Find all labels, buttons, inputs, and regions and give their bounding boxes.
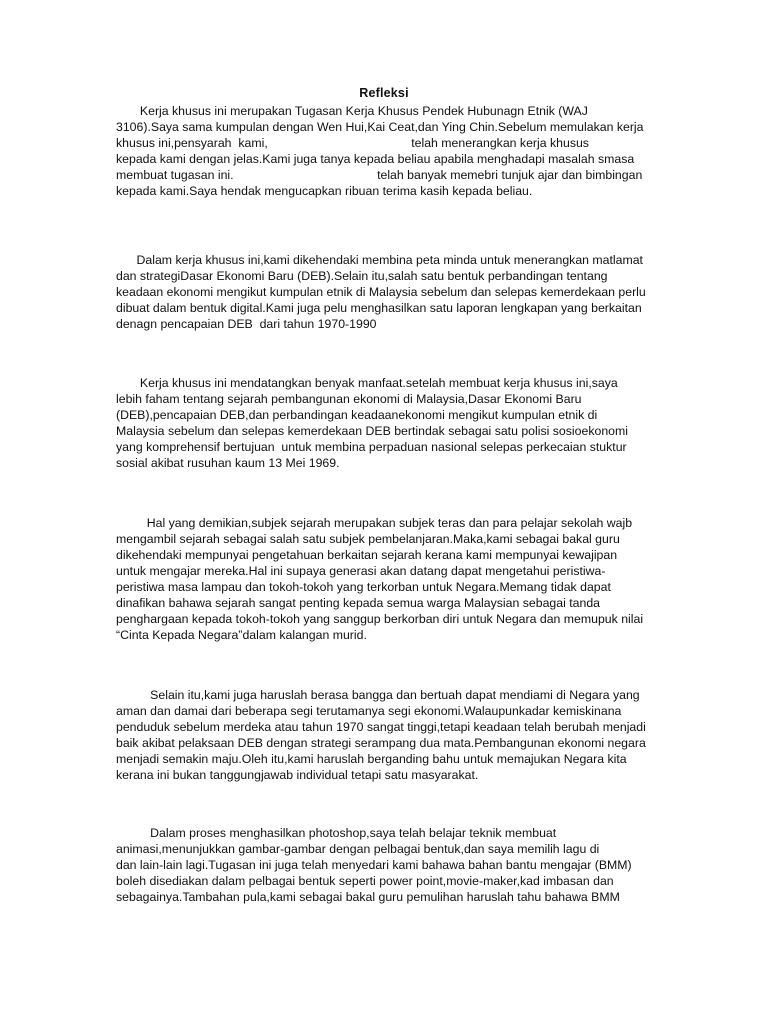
paragraph-6 [116,825,664,905]
text-line: penghargaan kepada tokoh-tokoh yang sanggup berkorban diri untuk Negara dan memupuk nilai [116,612,644,626]
document-title: Refleksi [359,86,409,100]
text-line: dinafikan bahawa sejarah sangat penting kepada semua warga Malaysian sebagai tanda [116,596,601,610]
paragraph-5 [116,687,664,783]
text-line: “Cinta Kepada Negara”dalam kalangan murid. [116,628,367,642]
paragraph-4 [116,515,664,643]
text-line: Hal yang demikian,subjek sejarah merupakan subjek teras dan para pelajar sekolah wajb [116,516,633,530]
paragraph-2 [116,252,664,332]
paragraph-3 [116,375,664,471]
text-line: membuat tugasan ini. telah banyak memebri tunjuk ajar dan bimbingan [116,168,643,182]
text-line: sebagainya.Tambahan pula,kami sebagai bakal guru pemulihan haruslah tahu bahawa BMM [116,890,620,904]
text-line: keadaan ekonomi mengikut kumpulan etnik di Malaysia sebelum dan selepas kemerdekaan perlu [116,285,646,299]
text-line: Dalam kerja khusus ini,kami dikehendaki membina peta minda untuk menerangkan matlamat [116,253,643,267]
text-line: denagn pencapaian DEB dari tahun 1970-1990 [116,317,377,331]
text-line: mengambil sejarah sebagai salah satu subjek pembelanjaran.Maka,kami sebagai bakal guru [116,532,620,546]
text-line: 3106).Saya sama kumpulan dengan Wen Hui,Kai Ceat,dan Ying Chin.Sebelum memulakan kerja [116,120,644,134]
text-line: untuk mengajar mereka.Hal ini supaya generasi akan datang dapat mengetahui peristiwa- [116,564,606,578]
text-line: khusus ini,pensyarah kami, telah menerangkan kerja khusus [116,136,589,150]
text-line: kerana ini bukan tanggungjawab individual tetapi satu masyarakat. [116,768,479,782]
text-line: baik akibat pelaksaan DEB dengan strategi serampang dua mata.Pembangunan ekonomi negara [116,736,646,750]
text-line: boleh disediakan dalam pelbagai bentuk seperti power point,movie-maker,kad imbasan dan [116,874,614,888]
text-line: Selain itu,kami juga haruslah berasa bangga dan bertuah dapat mendiami di Negara yang [116,688,640,702]
text-line: (DEB),pencapaian DEB,dan perbandingan keadaanekonomi mengikut kumpulan etnik di [116,408,598,422]
text-line: dan strategiDasar Ekonomi Baru (DEB).Selain itu,salah satu bentuk perbandingan tentang [116,269,608,283]
text-line: animasi,menunjukkan gambar-gambar dengan pelbagai bentuk,dan saya memilih lagu di [116,842,600,856]
text-line: aman dan damai dari beberapa segi terutamanya segi ekonomi.Walaupunkadar kemiskinana [116,704,622,718]
text-line: peristiwa masa lampau dan tokoh-tokoh yang terkorban untuk Negara.Memang tidak dapat [116,580,611,594]
paragraph-1 [116,103,664,199]
text-line: Dalam proses menghasilkan photoshop,saya telah belajar teknik membuat [116,826,557,840]
text-line: yang komprehensif bertujuan untuk membina perpaduan nasional selepas perkecaian stuktur [116,440,627,454]
text-line: menjadi semakin maju.Oleh itu,kami haruslah berganding bahu untuk memajukan Negara kita [116,752,627,766]
text-line: kepada kami dengan jelas.Kami juga tanya kepada beliau apabila menghadapi masalah smasa [116,152,635,166]
text-line: dikehendaki mempunyai pengetahuan berkaitan sejarah kerana kami mempunyai kewajipan [116,548,618,562]
text-line: sosial akibat rusuhan kaum 13 Mei 1969. [116,456,340,470]
text-line: kepada kami.Saya hendak mengucapkan ribuan terima kasih kepada beliau. [116,184,533,198]
text-line: Kerja khusus ini merupakan Tugasan Kerja Khusus Pendek Hubunagn Etnik (WAJ [116,104,588,118]
text-line: lebih faham tentang sejarah pembangunan ekonomi di Malaysia,Dasar Ekonomi Baru [116,392,582,406]
text-line: dan lain-lain lagi.Tugasan ini juga telah menyedari kami bahawa bahan bantu mengajar (BMM) [116,858,632,872]
text-line: dibuat dalam bentuk digital.Kami juga pelu menghasilkan satu laporan lengkapan yang berkaitan [116,301,642,315]
text-line: Malaysia sebelum dan selepas kemerdekaan DEB bertindak sebagai satu polisi sosioekonomi [116,424,628,438]
text-line: penduduk sebelum merdeka atau tahun 1970 sangat tinggi,tetapi keadaan telah berubah menjadi [116,720,646,734]
text-line: Kerja khusus ini mendatangkan benyak manfaat.setelah membuat kerja khusus ini,saya [116,376,618,390]
